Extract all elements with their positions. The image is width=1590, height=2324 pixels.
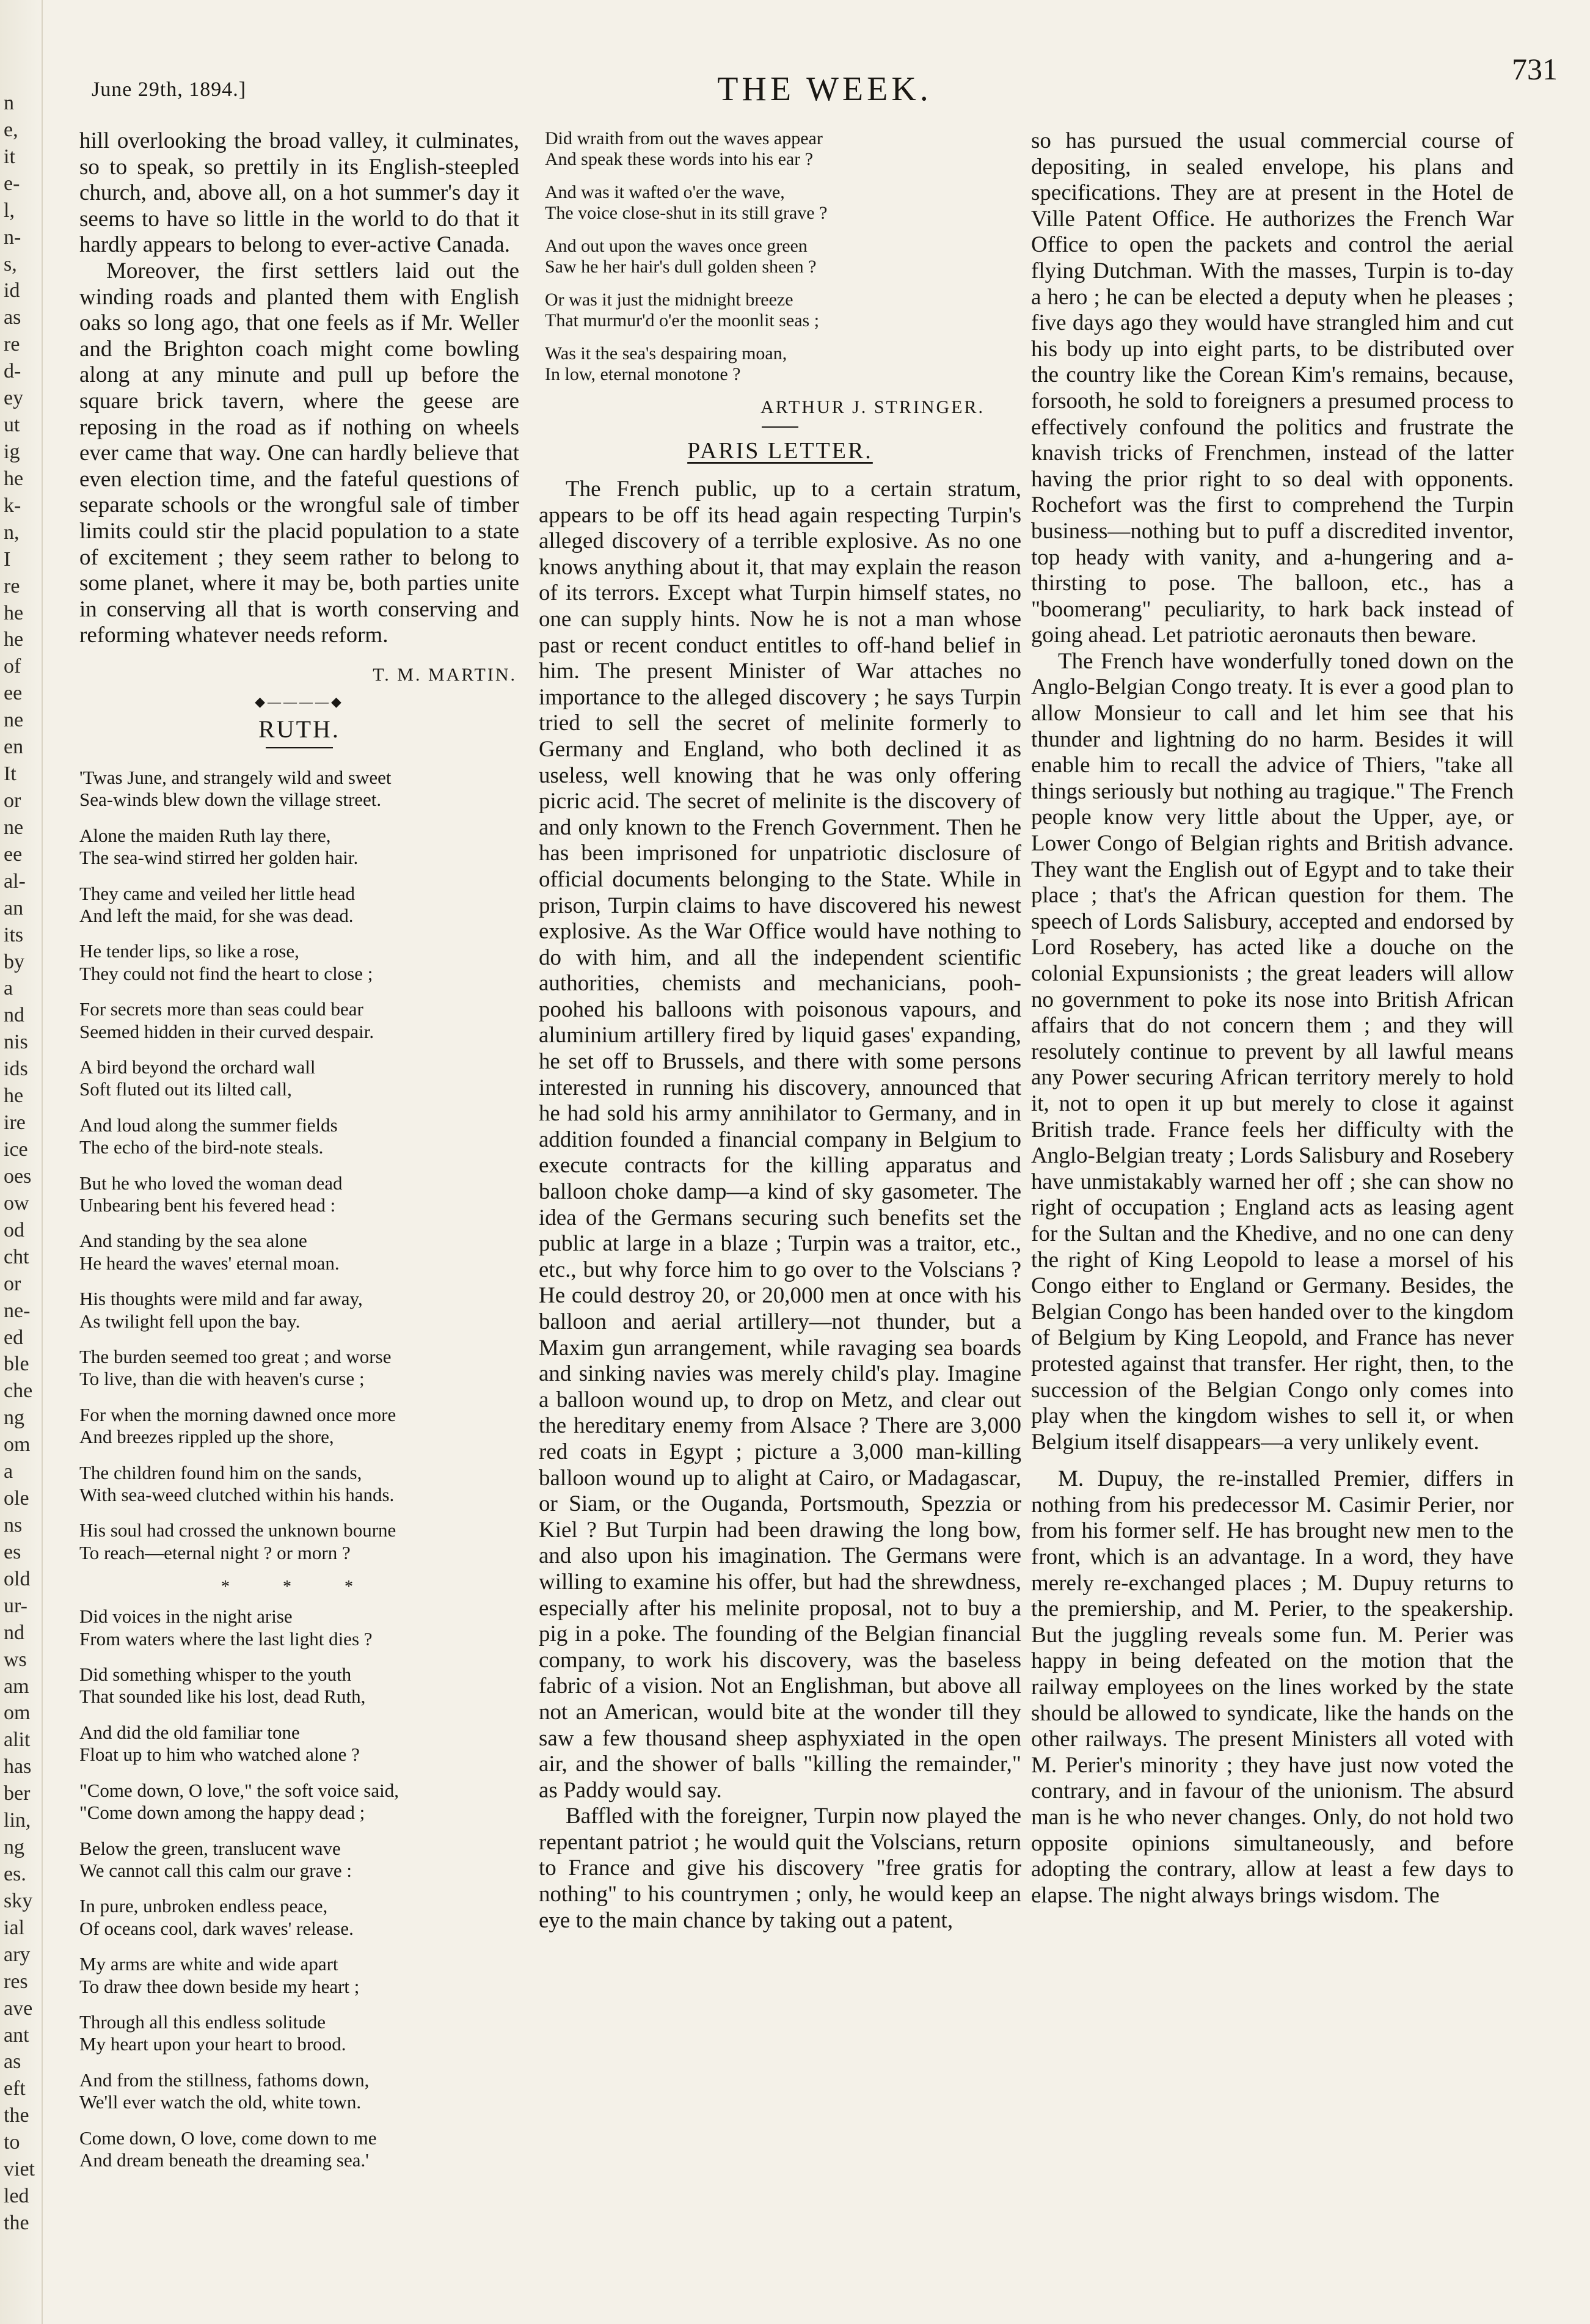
- margin-fragment: ne-: [4, 1299, 31, 1322]
- poem-line: Alone the maiden Ruth lay there,: [79, 824, 331, 846]
- column-middle: [539, 128, 1021, 2300]
- article-paragraph: M. Dupuy, the re-installed Premier, differs in nothing from his predecessor M. Casimir Perier, nor from his former self. He has brought new men to the front, which is an advantage. In a word, they have merely re-exchanged places ; M. Dupuy returns to the premiership, and M. Perier, to the speakership. But the juggling reveals some fun. M. Perier was happy in being defeated on the motion that the railway employees on the lines worked by the state should be allowed to syndicate, like the hands on the other railways. The present Ministers all voted with M. Perier's minority ; they have just now voted the contrary, and in favour of the unionism. The absurd man is he who never changes. Only, do not hold two opposite opinions simultaneously, and before adopting the contrary, allow at least a few days to elapse. The night always brings wisdom. The: [1031, 1466, 1514, 1908]
- poem-line: In pure, unbroken endless peace,: [79, 1895, 328, 1917]
- margin-fragment: viet: [4, 2158, 35, 2181]
- poem-line: For secrets more than seas could bear: [79, 998, 363, 1020]
- poem-line: A bird beyond the orchard wall: [79, 1056, 316, 1078]
- margin-fragment: or: [4, 1272, 21, 1295]
- poem-line: We cannot call this calm our grave :: [79, 1859, 352, 1881]
- margin-fragment: id: [4, 279, 20, 302]
- margin-fragment: alit: [4, 1728, 31, 1752]
- poem-line: Did something whisper to the youth: [79, 1664, 352, 1686]
- poem-line: Seemed hidden in their curved despair.: [79, 1020, 374, 1042]
- poem-line: Did wraith from out the waves appear: [545, 128, 823, 148]
- page-header: [86, 49, 1564, 108]
- poem-stanza: [79, 1838, 519, 1882]
- margin-fragment: ow: [4, 1191, 29, 1215]
- article-paragraph: The French public, up to a certain stratum, appears to be off its head again respecting Turpin's alleged discovery of a terrible explosive. As no one knows anything about it, that may explain the reason of its terrors. Except what Turpin himself states, no one can supply hints. Now he is not a man whose past or recent conduct entitles to off-hand belief in him. The present Minister of War attaches no importance to the alleged discovery ; he says Turpin tried to sell the secret of melinite formerly to Germany and England, who both declined it as useless, well knowing that he was only offering picric acid. The secret of melinite is the discovery of and only known to the French Government. Then he has been imprisoned for unpatriotic disclosure of official documents belonging to the State. While in prison, Turpin claims to have discovered his newest explosive. As the War Office would have nothing to do with him, and all the independent scientific authorities, chemists and mechanicians, pooh-poohed his balloons with poisonous vapours, and aluminium artillery fired by liquid gases' expanding, he set off to Brussels, and there with some persons interested in running his discovery, announced that he had sold his army annihilator to Germany, and in addition founded a financial company in Belgium to execute contracts for the killing apparatus and balloon choke damp—a kind of sky gasometer. The idea of the Germans securing such benefits set the public at large in a blaze ; Turpin was a traitor, etc., etc., but why force him to go over to the Volscians ? He could destroy 20, or 20,000 men at once with his balloon and aerial artillery—not thunder, but a Maxim gun arrangement, while ravaging sea boards and sinking navies was merely child's play. Imagine a balloon wound up, to drop on Metz, and clear out the hereditary enemy from Alsace ? There are 3,000 red coats in Egypt ; picture a 3,000 man-killing balloon wound up to alight at Cairo, or Madagascar, or Siam, or the Ouganda, Portsmouth, Spezzia or Kiel ? But Turpin had been drawing the long bow, and also upon his imagination. The Germans were willing to examine his offer, but had the shrewdness, especially after his melinite proposal, not to buy a pig in a poke. The founding of the Belgian financial company, to work his discovery, was the baseless fabric of a vision. Not an Englishman, but above all not an American, would bite at the wonder till they saw a few thousand sheep asphyxiated in the open air, and the shower of balls "killing the remainder," as Paddy would say.: [539, 477, 1021, 1803]
- poem-stanza: [79, 1780, 519, 1824]
- poem-stanza: [79, 825, 519, 869]
- margin-fragment: e-: [4, 172, 20, 195]
- margin-fragment: ire: [4, 1111, 26, 1135]
- letter-title: PARIS LETTER.: [687, 438, 873, 464]
- margin-fragment: ee: [4, 842, 23, 866]
- poem-line: My heart upon your heart to brood.: [79, 2033, 346, 2055]
- margin-fragment: eft: [4, 2077, 26, 2100]
- poem-line: And dream beneath the dreaming sea.': [79, 2149, 369, 2171]
- poem-stanza: [79, 1346, 519, 1390]
- poem-stanza: [79, 1895, 519, 1940]
- poem-stanza: [545, 343, 1021, 385]
- margin-fragment: the: [4, 2212, 29, 2234]
- poem-line: From waters where the last light dies ?: [79, 1628, 373, 1650]
- poem-line: They could not find the heart to close ;: [79, 962, 373, 984]
- margin-fragment: ice: [4, 1138, 28, 1161]
- adjacent-page-margin: [0, 0, 43, 2324]
- poem-line: And was it wafted o'er the wave,: [545, 182, 785, 202]
- article-paragraph: so has pursued the usual commercial course of depositing, in sealed envelope, his plans and specifications. They are at present in the Hotel de Ville Patent Office. He authorizes the French War Office to open the packets and control the aerial flying Dutchman. With the masses, Turpin is to-day a hero ; he can be elected a deputy when he pleases ; five days ago they would have strangled him and cut his body up into eight parts, to be distributed over the country like the Corean Kim's remains, because, forsooth, he sold to foreigners a presumed process to effectively confound the politics and frustrate the knavish tricks of Frenchmen, instead of the latter having the prior right to so deal with opponents. Rochefort was the first to comprehend the Turpin business—nothing but to puff a discredited inventor, top heady with vanity, and a-hungering and a-thirsting to pose. The balloon, etc., has a "boomerang" peculiarity, to hark back instead of going ahead. Let patriotic aeronauts then beware.: [1031, 128, 1514, 648]
- article-paragraph: Moreover, the first settlers laid out the winding roads and planted them with English oaks so long ago, that one feels as if Mr. Weller and the Brighton coach might come bowling along at any minute and pull up before the square brick tavern, where the geese are reposing in the road as if nothing on wheels ever came that way. One can hardly believe that even election time, and the fateful questions of separate schools or the wrongful sale of timber limits could stir the placid population to a state of excitement ; they seem rather to belong to some planet, where it may be, both parties unite in conserving all that is worth conserving and reforming whatever needs reform.: [79, 258, 519, 648]
- margin-fragment: n,: [4, 521, 20, 544]
- margin-fragment: ng: [4, 1406, 24, 1430]
- margin-fragment: oes: [4, 1164, 32, 1188]
- poem-line: We'll ever watch the old, white town.: [79, 2091, 362, 2113]
- margin-fragment: he: [4, 601, 24, 624]
- margin-fragment: en: [4, 736, 24, 759]
- margin-fragment: ole: [4, 1487, 29, 1510]
- margin-fragment: om: [4, 1433, 31, 1456]
- margin-fragment: ids: [4, 1058, 28, 1081]
- margin-fragment: cht: [4, 1245, 29, 1268]
- poem-line: The echo of the bird-note steals.: [79, 1136, 324, 1158]
- column-left: [79, 128, 519, 2300]
- poem-line: Unbearing bent his fevered head :: [79, 1194, 336, 1216]
- poem-line: That murmur'd o'er the moonlit seas ;: [545, 310, 820, 331]
- margin-fragment: ey: [4, 387, 24, 410]
- margin-fragment: od: [4, 1218, 24, 1241]
- poem-line: And breezes rippled up the shore,: [79, 1426, 334, 1448]
- poem-line: The burden seemed too great ; and worse: [79, 1346, 392, 1367]
- poem-stanza: [79, 1172, 519, 1217]
- poem-line: In low, eternal monotone ?: [545, 364, 741, 384]
- margin-fragment: ng: [4, 1836, 24, 1859]
- margin-fragment: a: [4, 1460, 13, 1483]
- poem-line: And loud along the summer fields: [79, 1114, 338, 1136]
- poem-line: And left the maid, for she was dead.: [79, 904, 354, 926]
- margin-fragment: lin,: [4, 1809, 31, 1832]
- poem-line: His soul had crossed the unknown bourne: [79, 1519, 396, 1541]
- margin-fragment: ws: [4, 1648, 27, 1671]
- margin-fragment: an: [4, 896, 24, 919]
- poem-signature: ARTHUR J. STRINGER.: [760, 397, 985, 417]
- margin-fragment: ed: [4, 1326, 24, 1349]
- margin-fragment: he: [4, 467, 24, 490]
- poem-line: Or was it just the midnight breeze: [545, 290, 793, 310]
- margin-fragment: ne: [4, 816, 24, 839]
- poem-line: 'Twas June, and strangely wild and sweet: [79, 766, 392, 788]
- poem-line: Float up to him who watched alone ?: [79, 1744, 360, 1766]
- poem-stanza: [79, 1114, 519, 1159]
- poem-line: That sounded like his lost, dead Ruth,: [79, 1686, 366, 1708]
- poem-line: Sea-winds blew down the village street.: [79, 789, 382, 811]
- margin-fragment: led: [4, 2185, 29, 2208]
- margin-fragment: che: [4, 1379, 33, 1403]
- margin-fragment: re: [4, 333, 20, 356]
- margin-fragment: sky: [4, 1889, 33, 1912]
- margin-fragment: am: [4, 1675, 29, 1698]
- margin-fragment: a: [4, 977, 13, 1000]
- poem-stanza: [545, 290, 1021, 331]
- poem-stanza: [79, 1722, 519, 1766]
- margin-fragment: al-: [4, 869, 26, 893]
- poem-line: As twilight fell upon the bay.: [79, 1310, 301, 1332]
- margin-fragment: n-: [4, 225, 21, 249]
- margin-fragment: by: [4, 950, 24, 973]
- poem-line: Below the green, translucent wave: [79, 1837, 341, 1859]
- poem-stanza: [79, 2011, 519, 2056]
- poem-line: With sea-weed clutched within his hands.: [79, 1484, 395, 1506]
- margin-fragment: he: [4, 1084, 24, 1108]
- poem-line: He heard the waves' eternal moan.: [79, 1252, 340, 1274]
- margin-fragment: of: [4, 655, 21, 678]
- poem-line: The children found him on the sands,: [79, 1461, 362, 1483]
- poem-line: "Come down among the happy dead ;: [79, 1802, 365, 1824]
- poem-line: Soft fluted out its lilted call,: [79, 1078, 292, 1100]
- poem-line: His thoughts were mild and far away,: [79, 1288, 363, 1310]
- poem-stanza: [79, 1230, 519, 1274]
- margin-fragment: to: [4, 2131, 20, 2154]
- margin-fragment: ave: [4, 1997, 33, 2020]
- margin-fragment: I: [4, 547, 11, 571]
- poem-stanza: [79, 883, 519, 927]
- poem-line: The sea-wind stirred her golden hair.: [79, 847, 359, 869]
- margin-fragment: it: [4, 145, 15, 168]
- poem-line: He tender lips, so like a rose,: [79, 940, 299, 962]
- poem-line: And did the old familiar tone: [79, 1721, 300, 1743]
- poem-line: And from the stillness, fathoms down,: [79, 2069, 370, 2091]
- poem-body: [79, 767, 519, 1564]
- poem-continued: [539, 128, 1021, 385]
- poem-stanza: [79, 767, 519, 811]
- poem-line: And standing by the sea alone: [79, 1230, 307, 1252]
- margin-fragment: n: [4, 92, 14, 114]
- section-divider: [762, 426, 798, 428]
- poem-stanza: [79, 1606, 519, 1650]
- margin-fragment: ial: [4, 1916, 24, 1939]
- article-paragraph: Baffled with the foreigner, Turpin now played the repentant patriot ; he would quit the Volscians, return to France and give his discovery "free gratis for nothing" to his countrymen ; only, he would keep an eye to the main chance by taking out a patent,: [539, 1803, 1021, 1933]
- poem-stanza: [79, 1664, 519, 1708]
- issue-date: June 29th, 1894.]: [92, 78, 247, 101]
- margin-fragment: ig: [4, 440, 20, 463]
- poem-line: "Come down, O love," the soft voice said,: [79, 1779, 399, 1801]
- margin-fragment: ant: [4, 2023, 29, 2047]
- section-divider: ◆————◆: [255, 693, 344, 709]
- poem-line: Come down, O love, come down to me: [79, 2127, 377, 2149]
- margin-fragment: d-: [4, 360, 21, 383]
- poem-line: The voice close-shut in its still grave ?: [545, 203, 828, 223]
- poem-line: They came and veiled her little head: [79, 882, 356, 904]
- margin-fragment: old: [4, 1567, 31, 1590]
- margin-fragment: ary: [4, 1943, 31, 1966]
- poem-stanza: [79, 1056, 519, 1101]
- margin-fragment: es.: [4, 1862, 26, 1885]
- margin-fragment: l,: [4, 199, 15, 222]
- poem-line: And speak these words into his ear ?: [545, 149, 814, 169]
- poem-stanza: [79, 2069, 519, 2114]
- poem-line: To reach—eternal night ? or morn ?: [79, 1541, 351, 1563]
- poem-line: Did voices in the night arise: [79, 1606, 293, 1628]
- poem-line: To live, than die with heaven's curse ;: [79, 1368, 365, 1390]
- stanza-break: * * *: [221, 1577, 377, 1597]
- poem-line: Of oceans cool, dark waves' release.: [79, 1917, 354, 1939]
- margin-fragment: res: [4, 1970, 28, 1993]
- poem-line: Through all this endless solitude: [79, 2011, 326, 2033]
- poem-stanza: [79, 1953, 519, 1998]
- poem-line: Saw he her hair's dull golden sheen ?: [545, 257, 817, 277]
- margin-fragment: es: [4, 1540, 21, 1563]
- poem-stanza: [79, 1462, 519, 1507]
- margin-fragment: ut: [4, 414, 20, 437]
- poem-line: My arms are white and wide apart: [79, 1953, 338, 1975]
- poem-body-continued: [79, 1606, 519, 2171]
- article-signature: T. M. MARTIN.: [373, 664, 517, 685]
- title-rule: [266, 747, 333, 748]
- margin-fragment: ur-: [4, 1594, 27, 1617]
- margin-fragment: s,: [4, 252, 17, 276]
- margin-fragment: or: [4, 789, 21, 813]
- margin-fragment: as: [4, 2050, 21, 2074]
- poem-stanza: [79, 998, 519, 1043]
- poem-stanza: [545, 128, 1021, 170]
- margin-fragment: its: [4, 923, 24, 946]
- margin-fragment: It: [4, 762, 16, 786]
- poem-line: But he who loved the woman dead: [79, 1172, 343, 1194]
- poem-stanza: [79, 1288, 519, 1332]
- poem-line: Was it the sea's despairing moan,: [545, 343, 787, 364]
- margin-fragment: nis: [4, 1031, 28, 1054]
- poem-stanza: [79, 1519, 519, 1564]
- margin-fragment: ne: [4, 709, 24, 732]
- margin-fragment: k-: [4, 494, 21, 517]
- margin-fragment: re: [4, 574, 20, 597]
- margin-fragment: e,: [4, 118, 18, 141]
- margin-fragment: nd: [4, 1004, 24, 1027]
- poem-line: To draw thee down beside my heart ;: [79, 1975, 360, 1997]
- poem-stanza: [545, 182, 1021, 224]
- margin-fragment: nd: [4, 1621, 24, 1644]
- column-right: [1031, 128, 1514, 2300]
- poem-stanza: [79, 940, 519, 985]
- margin-fragment: he: [4, 628, 24, 651]
- margin-fragment: ber: [4, 1782, 31, 1805]
- margin-fragment: the: [4, 2104, 29, 2127]
- margin-fragment: om: [4, 1701, 31, 1725]
- margin-fragment: has: [4, 1755, 32, 1778]
- poem-stanza: [79, 1404, 519, 1449]
- margin-fragment: ns: [4, 1513, 23, 1537]
- poem-line: For when the morning dawned once more: [79, 1403, 396, 1425]
- margin-fragment: ble: [4, 1353, 29, 1376]
- poem-title: RUTH.: [258, 715, 340, 743]
- article-paragraph: The French have wonderfully toned down on the Anglo-Belgian Congo treaty. It is ever a good plan to allow Monsieur to call and let him see that his thunder and lightning do no harm. Besides it will enable him to recall the advice of Thiers, "take all things seriously but nothing au tragique." The French people know very little about the Upper, aye, or Lower Congo of Belgian rights and British advance. They want the English out of Egypt and to take their place ; that's the African question for them. The speech of Lords Salisbury, accepted and endorsed by Lord Rosebery, has acted like a douche on the colonial Expunsionists ; the great leaders will allow no government to poke its nose into British African affairs that do not concern them ; and they will resolutely continue to prevent by all lawful means any Power securing African territory merely to hold it, not to open it up but merely to close it against British trade. France feels her difficulty with the Anglo-Belgian treaty ; Lords Salisbury and Rosebery have unmistakably warned her off ; she can show no right of occupation ; England acts as leasing agent for the Sultan and the Khedive, and no one can deny the right of King Leopold to lease a morsel of his Congo either to England or Germany. Besides, the Belgian Congo has been handed over to the kingdom of Belgium by King Leopold, and France has never protested against that transfer. Her right, then, to the succession of the Belgian Congo only comes into play when the kingdom wishes to sell it, or when Belgium itself disappears—a very unlikely event.: [1031, 648, 1514, 1455]
- publication-title: THE WEEK.: [717, 70, 932, 108]
- poem-stanza: [545, 236, 1021, 277]
- poem-stanza: [79, 2127, 519, 2172]
- page-number: 731: [1512, 52, 1558, 86]
- margin-fragment: as: [4, 306, 21, 329]
- poem-line: And out upon the waves once green: [545, 236, 808, 256]
- margin-fragment: ee: [4, 682, 23, 705]
- article-paragraph: hill overlooking the broad valley, it culminates, so to speak, so prettily in its English-steepled church, and, above all, on a hot summer's day it seems to have so little in the world to do that it hardly appears to belong to ever-active Canada.: [79, 128, 519, 258]
